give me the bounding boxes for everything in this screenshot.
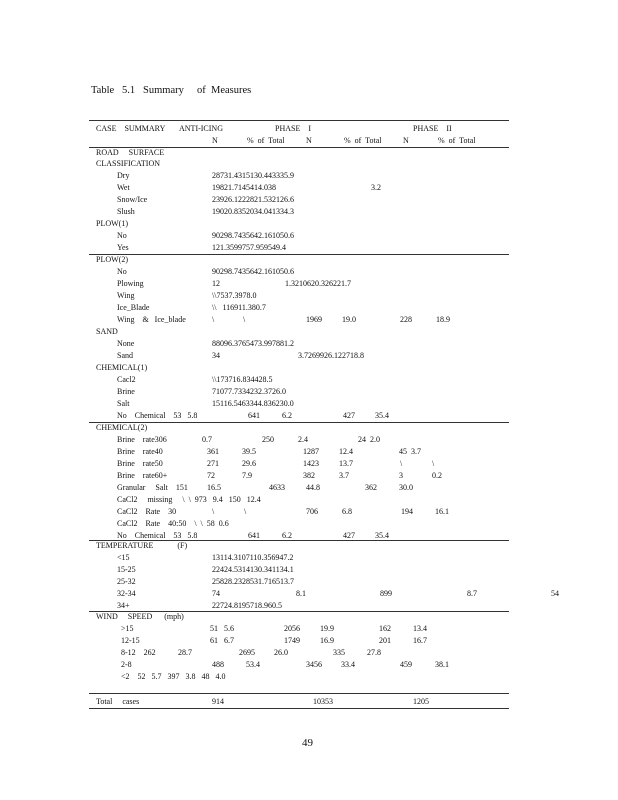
- section-sand: SAND: [96, 327, 118, 336]
- row-wind-gt15-a: 51 5.6: [210, 624, 234, 633]
- row-rate30-slash-2: \: [244, 507, 247, 516]
- row-granular-label: Granular Salt 151: [117, 483, 188, 492]
- row-rate60-d: 3.7: [339, 471, 349, 480]
- total-rule: [89, 693, 509, 694]
- row-plow1-no-values: 90298.7435642.161050.6: [212, 231, 294, 240]
- table-bottom-rule: [89, 708, 509, 709]
- row-wind-2-8-e: 459: [400, 660, 412, 669]
- row-temp-15-25-values: 22424.5314130.341134.1: [212, 565, 294, 574]
- row-chem1-nochem-pct1: 6.2: [282, 411, 292, 420]
- row-rate60-b: 7.9: [242, 471, 252, 480]
- row-wing-ice-slash-2: \: [243, 315, 246, 324]
- header-case-summary: CASE SUMMARY: [96, 124, 166, 133]
- row-wind-12-15-b: 1749: [284, 636, 300, 645]
- row-sand-none-values: 88096.3765473.997881.2: [212, 339, 294, 348]
- row-wind-12-15-label: 12-15: [121, 636, 140, 645]
- table-top-rule: [89, 120, 509, 121]
- section-chemical-1: CHEMICAL(1): [96, 363, 148, 372]
- row-rate306-d: 24 2.0: [358, 435, 380, 444]
- row-rate40-a: 361: [207, 447, 219, 456]
- row-salt-values: 15116.5463344.836230.0: [212, 399, 294, 408]
- row-chem2-nochem-pct2: 35.4: [375, 531, 389, 540]
- header-phase-1: PHASE I: [275, 124, 312, 133]
- row-temp-lt15-values: 13114.3107110.356947.2: [212, 553, 294, 562]
- row-plow2-no-values: 90298.7435642.161050.6: [212, 267, 294, 276]
- section-rule: [89, 254, 509, 255]
- row-wing-ice-slash-1: \: [212, 315, 215, 324]
- row-temp-32-34-e: 54: [551, 589, 559, 598]
- row-rate30-c: 194: [401, 507, 413, 516]
- row-wind-2-8-b: 53.4: [246, 660, 260, 669]
- row-temp-15-25-label: 15-25: [117, 565, 136, 574]
- row-wet-extra: 3.2: [371, 183, 381, 192]
- row-rate306-label: Brine rate306: [117, 435, 167, 444]
- row-temp-32-34-label: 32-34: [117, 589, 136, 598]
- row-total-anti-icing: 914: [212, 697, 224, 706]
- section-plow-2: PLOW(2): [96, 255, 128, 264]
- row-granular-c: 44.8: [306, 483, 320, 492]
- row-chem2-nochem-label: No Chemical 53 5.8: [117, 531, 198, 540]
- header-phase-2: PHASE II: [413, 124, 452, 133]
- row-granular-d: 362: [365, 483, 377, 492]
- row-dry-values: 28731.4315130.443335.9: [212, 171, 294, 180]
- row-rate30-slash-1: \: [212, 507, 215, 516]
- row-temp-32-34-b: 8.1: [296, 589, 306, 598]
- row-wind-lt2: <2 52 5.7 397 3.8 48 4.0: [121, 672, 226, 681]
- section-road-classification: CLASSIFICATION: [96, 159, 161, 168]
- row-cacl2-label: Cacl2: [117, 375, 136, 384]
- row-sand-n: 34: [212, 351, 220, 360]
- row-rate40-e: 45 3.7: [399, 447, 421, 456]
- section-road-surface: ROAD SURFACE: [96, 148, 165, 157]
- section-temperature: TEMPERATURE (F): [96, 541, 188, 550]
- row-rate50-label: Brine rate50: [117, 459, 163, 468]
- row-brine-values: 71077.7334232.3726.0: [212, 387, 286, 396]
- row-rate30-label: CaCl2 Rate 30: [117, 507, 177, 516]
- row-chem1-nochem-label: No Chemical 53 5.8: [117, 411, 198, 420]
- row-temp-34plus-values: 22724.8195718.960.5: [212, 601, 282, 610]
- row-rate306-a: 0.7: [202, 435, 212, 444]
- row-ice-blade-values: \\ 116911.380.7: [212, 303, 266, 312]
- row-wind-12-15-d: 201: [379, 636, 391, 645]
- row-granular-e: 30.0: [399, 483, 413, 492]
- header-n-anti-icing: N: [212, 136, 218, 145]
- row-slush-label: Slush: [117, 207, 135, 216]
- row-plow1-no-label: No: [117, 231, 127, 240]
- row-plowing-label: Plowing: [117, 279, 144, 288]
- page-number: 49: [302, 737, 313, 749]
- row-total-phase-2: 1205: [413, 697, 429, 706]
- row-wet-label: Wet: [117, 183, 130, 192]
- header-pct-phase-1: % of Total: [344, 136, 382, 145]
- row-chem2-nochem-n2: 427: [343, 531, 355, 540]
- row-rate40-d: 12.4: [339, 447, 353, 456]
- row-rate40-label: Brine rate40: [117, 447, 163, 456]
- row-wind-8-12-c: 26.0: [274, 648, 288, 657]
- row-sand-none-label: None: [117, 339, 135, 348]
- row-rate60-label: Brine rate60+: [117, 471, 168, 480]
- row-temp-lt15-label: <15: [117, 553, 130, 562]
- row-plow1-yes-label: Yes: [117, 243, 129, 252]
- row-wind-2-8-c: 3456: [306, 660, 322, 669]
- row-wing-ice-pct1: 19.0: [342, 315, 356, 324]
- row-snow-values: 23926.1222821.532126.6: [212, 195, 294, 204]
- row-wind-8-12-e: 27.8: [367, 648, 381, 657]
- row-chem1-nochem-n1: 641: [248, 411, 260, 420]
- row-rate50-c: 1423: [303, 459, 319, 468]
- row-chem1-nochem-pct2: 35.4: [375, 411, 389, 420]
- row-ice-blade-label: Ice_Blade: [117, 303, 150, 312]
- row-rate40-50: CaCl2 Rate 40:50 \ \ 58 0.6: [117, 519, 229, 528]
- row-chem2-nochem-pct1: 6.2: [282, 531, 292, 540]
- row-snow-label: Snow/Ice: [117, 195, 148, 204]
- row-salt-label: Salt: [117, 399, 130, 408]
- row-wind-2-8-d: 33.4: [341, 660, 355, 669]
- row-wing-ice-pct2: 18.9: [436, 315, 450, 324]
- row-granular-a: 16.5: [207, 483, 221, 492]
- row-rate50-slash-1: \: [400, 459, 403, 468]
- row-temp-32-34-a: 74: [212, 589, 220, 598]
- section-wind-speed: WIND SPEED (mph): [96, 612, 184, 621]
- row-cacl2-missing: CaCl2 missing \ \ 973 9.4 150 12.4: [117, 495, 261, 504]
- row-granular-b: 4633: [269, 483, 285, 492]
- row-wing-label: Wing: [117, 291, 135, 300]
- row-wing-ice-n2: 228: [400, 315, 412, 324]
- row-rate50-b: 29.6: [242, 459, 256, 468]
- row-temp-25-32-values: 25828.2328531.716513.7: [212, 577, 294, 586]
- row-wind-8-12-label: 8-12 262: [121, 648, 156, 657]
- row-wind-8-12-b: 2695: [239, 648, 255, 657]
- row-sand-label: Sand: [117, 351, 133, 360]
- row-rate50-slash-2: \: [432, 459, 435, 468]
- section-plow-1: PLOW(1): [96, 219, 128, 228]
- row-cacl2-values: \\173716.834428.5: [212, 375, 273, 384]
- row-plow2-no-label: No: [117, 267, 127, 276]
- row-wind-8-12-d: 335: [333, 648, 345, 657]
- row-wind-gt15-b: 2056: [284, 624, 300, 633]
- row-plowing-n: 12: [212, 279, 220, 288]
- header-n-phase-2: N: [403, 136, 409, 145]
- row-wing-ice-n1: 1969: [306, 315, 322, 324]
- row-total-phase-1: 10353: [313, 697, 333, 706]
- row-rate40-b: 39.5: [242, 447, 256, 456]
- row-plow1-yes-values: 121.3599757.959549.4: [212, 243, 286, 252]
- row-chem1-nochem-n2: 427: [343, 411, 355, 420]
- header-anti-icing: ANTI-ICING: [179, 124, 223, 133]
- row-wing-values: \\7537.3978.0: [212, 291, 257, 300]
- header-n-phase-1: N: [306, 136, 312, 145]
- row-rate50-a: 271: [207, 459, 219, 468]
- row-wind-8-12-a: 28.7: [178, 648, 192, 657]
- row-plowing-values: 1.3210620.326221.7: [285, 279, 351, 288]
- row-total-label: Total cases: [96, 697, 140, 706]
- table-title: Table 5.1 Summary of Measures: [91, 85, 252, 96]
- row-temp-32-34-c: 899: [380, 589, 392, 598]
- row-wind-gt15-d: 162: [379, 624, 391, 633]
- row-rate30-d: 16.1: [435, 507, 449, 516]
- row-wind-gt15-c: 19.9: [320, 624, 334, 633]
- row-rate60-a: 72: [207, 471, 215, 480]
- row-sand-values: 3.7269926.122718.8: [298, 351, 364, 360]
- row-brine-label: Brine: [117, 387, 135, 396]
- row-chem2-nochem-n1: 641: [248, 531, 260, 540]
- row-dry-label: Dry: [117, 171, 130, 180]
- section-rule: [89, 422, 509, 423]
- row-wind-2-8-f: 38.1: [435, 660, 449, 669]
- row-wind-2-8-label: 2-8: [121, 660, 132, 669]
- row-rate50-d: 13.7: [339, 459, 353, 468]
- section-chemical-2: CHEMICAL(2): [96, 423, 148, 432]
- row-rate306-c: 2.4: [298, 435, 308, 444]
- row-rate306-b: 250: [262, 435, 274, 444]
- row-wing-ice-label: Wing & Ice_blade: [117, 315, 186, 324]
- row-wind-gt15-e: 13.4: [413, 624, 427, 633]
- row-rate40-c: 1287: [303, 447, 319, 456]
- row-temp-32-34-d: 8.7: [467, 589, 477, 598]
- header-pct-phase-2: % of Total: [438, 136, 476, 145]
- row-wind-12-15-e: 16.7: [413, 636, 427, 645]
- row-rate60-f: 0.2: [432, 471, 442, 480]
- row-rate60-e: 3: [399, 471, 403, 480]
- row-rate30-a: 706: [306, 507, 318, 516]
- row-rate30-b: 6.8: [342, 507, 352, 516]
- row-wet-values: 19821.7145414.038: [212, 183, 276, 192]
- row-wind-12-15-c: 16.9: [320, 636, 334, 645]
- row-temp-34plus-label: 34+: [117, 601, 130, 610]
- row-wind-gt15-label: >15: [121, 624, 134, 633]
- row-rate60-c: 382: [303, 471, 315, 480]
- header-pct-anti-icing: % of Total: [247, 136, 285, 145]
- row-wind-12-15-a: 61 6.7: [210, 636, 234, 645]
- row-wind-2-8-a: 488: [212, 660, 224, 669]
- row-slush-values: 19020.8352034.041334.3: [212, 207, 294, 216]
- row-temp-25-32-label: 25-32: [117, 577, 136, 586]
